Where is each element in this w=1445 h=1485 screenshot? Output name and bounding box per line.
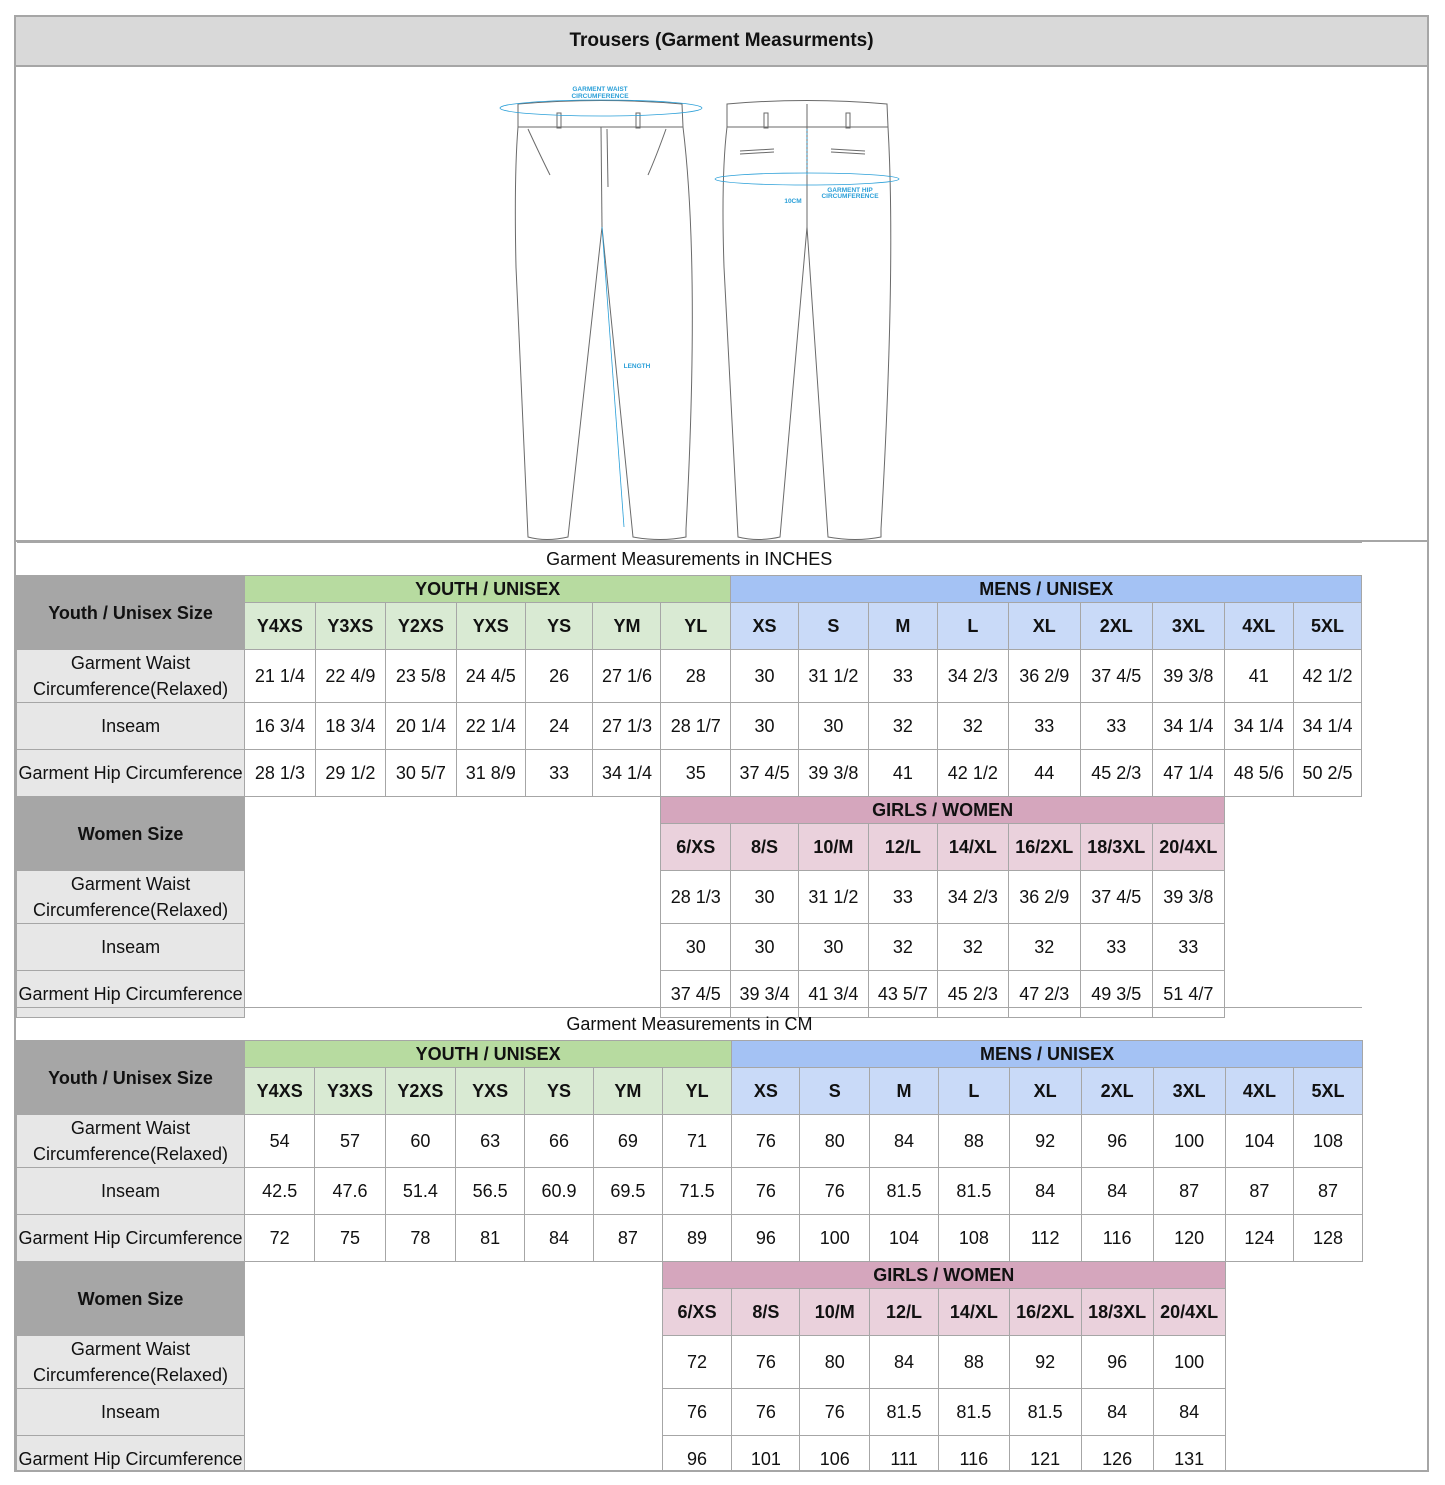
size-header-cell: YL: [661, 603, 731, 650]
row-label: Garment Waist Circumference(Relaxed): [17, 650, 245, 703]
value-cell: 34 2/3: [937, 871, 1008, 924]
value-cell: 60: [385, 1115, 455, 1168]
women-size-cell: 12/L: [868, 824, 937, 871]
women-size-cell: 6/XS: [662, 1289, 731, 1336]
value-cell: 42.5: [245, 1168, 315, 1215]
value-cell: 87: [1153, 1168, 1225, 1215]
size-header-cell: M: [870, 1068, 939, 1115]
value-cell: 33: [1080, 703, 1152, 750]
size-header-cell: Y4XS: [245, 1068, 315, 1115]
size-chart-sheet: [14, 15, 1429, 1472]
size-header-cell: YS: [525, 1068, 594, 1115]
women-size-cell: 20/4XL: [1153, 1289, 1225, 1336]
value-cell: 33: [1080, 924, 1152, 971]
row-label: Garment Waist Circumference(Relaxed): [17, 1115, 245, 1168]
value-cell: 34 2/3: [937, 650, 1008, 703]
value-cell: 31 1/2: [799, 871, 869, 924]
size-header-cell: 4XL: [1224, 603, 1293, 650]
value-cell: 42 1/2: [1293, 650, 1362, 703]
value-cell: 121: [1009, 1436, 1081, 1473]
value-cell: 81.5: [1009, 1389, 1081, 1436]
value-cell: 88: [939, 1115, 1010, 1168]
women-size-cell: 18/3XL: [1081, 1289, 1153, 1336]
section-title-inches: Garment Measurements in INCHES: [17, 543, 1362, 576]
value-cell: 131: [1153, 1436, 1225, 1473]
value-cell: 33: [868, 871, 937, 924]
value-cell: 76: [732, 1336, 800, 1389]
value-cell: 57: [315, 1115, 385, 1168]
women-size-header: Women Size: [17, 797, 245, 871]
value-cell: 100: [1153, 1336, 1225, 1389]
value-cell: 32: [937, 703, 1008, 750]
unisex-size-header: Youth / Unisex Size: [17, 1041, 245, 1115]
value-cell: 27 1/6: [593, 650, 661, 703]
value-cell: 84: [1153, 1389, 1225, 1436]
value-cell: 36 2/9: [1008, 650, 1080, 703]
women-size-cell: 6/XS: [661, 824, 731, 871]
value-cell: 30: [731, 650, 799, 703]
size-header-cell: YS: [525, 603, 593, 650]
size-header-cell: S: [799, 603, 869, 650]
value-cell: 116: [939, 1436, 1010, 1473]
value-cell: 47.6: [315, 1168, 385, 1215]
value-cell: 30: [799, 703, 869, 750]
table-row: [17, 1389, 1427, 1436]
value-cell: 71: [662, 1115, 731, 1168]
size-header-cell: 3XL: [1153, 1068, 1225, 1115]
value-cell: 33: [1152, 924, 1224, 971]
value-cell: 81: [456, 1215, 525, 1262]
value-cell: 89: [662, 1215, 731, 1262]
value-cell: 37 4/5: [661, 971, 731, 1018]
waist-label-line2: CIRCUMFERENCE: [571, 93, 629, 100]
value-cell: 84: [870, 1336, 939, 1389]
size-header-cell: L: [939, 1068, 1010, 1115]
value-cell: 41: [868, 750, 937, 797]
waist-label-line1: GARMENT WAIST: [572, 86, 628, 93]
value-cell: 28 1/7: [661, 703, 731, 750]
value-cell: 108: [1294, 1115, 1363, 1168]
value-cell: 37 4/5: [731, 750, 799, 797]
value-cell: 32: [1008, 924, 1080, 971]
value-cell: 80: [800, 1115, 870, 1168]
size-header-cell: XS: [732, 1068, 800, 1115]
value-cell: 128: [1294, 1215, 1363, 1262]
value-cell: 36 2/9: [1008, 871, 1080, 924]
hip-label-line2: CIRCUMFERENCE: [821, 193, 879, 200]
value-cell: 30 5/7: [386, 750, 456, 797]
value-cell: 33: [525, 750, 593, 797]
value-cell: 120: [1153, 1215, 1225, 1262]
value-cell: 47 1/4: [1152, 750, 1224, 797]
value-cell: 35: [661, 750, 731, 797]
youth-group-header: YOUTH / UNISEX: [245, 1041, 732, 1068]
blank-area: [1225, 1262, 1362, 1473]
value-cell: 106: [800, 1436, 870, 1473]
value-cell: 31 8/9: [456, 750, 525, 797]
value-cell: 28: [661, 650, 731, 703]
section-title-cm: Garment Measurements in CM: [17, 1008, 1363, 1041]
hip-label-line1: GARMENT HIP: [827, 187, 873, 194]
blank-area: [245, 1262, 663, 1473]
value-cell: 37 4/5: [1080, 871, 1152, 924]
value-cell: 39 3/8: [799, 750, 869, 797]
value-cell: 60.9: [525, 1168, 594, 1215]
size-header-cell: Y4XS: [245, 603, 315, 650]
value-cell: 76: [800, 1168, 870, 1215]
unisex-size-header: Youth / Unisex Size: [17, 576, 245, 650]
value-cell: 34 1/4: [593, 750, 661, 797]
row-label: Garment Hip Circumference: [17, 750, 245, 797]
value-cell: 76: [732, 1115, 800, 1168]
value-cell: 24: [525, 703, 593, 750]
blank-area: [1224, 797, 1362, 1018]
women-size-cell: 20/4XL: [1152, 824, 1224, 871]
women-size-cell: 10/M: [799, 824, 869, 871]
value-cell: 66: [525, 1115, 594, 1168]
table-row: [17, 1436, 1427, 1473]
mens-group-header: MENS / UNISEX: [731, 576, 1362, 603]
value-cell: 32: [937, 924, 1008, 971]
value-cell: 28 1/3: [661, 871, 731, 924]
value-cell: 22 4/9: [315, 650, 385, 703]
value-cell: 101: [732, 1436, 800, 1473]
hip-offset-label: 10CM: [784, 198, 802, 205]
value-cell: 45 2/3: [937, 971, 1008, 1018]
value-cell: 45 2/3: [1080, 750, 1152, 797]
size-header-cell: 2XL: [1080, 603, 1152, 650]
value-cell: 37 4/5: [1080, 650, 1152, 703]
table-row: [17, 1115, 1427, 1168]
value-cell: 30: [799, 924, 869, 971]
row-label: Inseam: [17, 1389, 245, 1436]
women-size-header: Women Size: [17, 1262, 245, 1336]
size-header-cell: M: [868, 603, 937, 650]
value-cell: 41 3/4: [799, 971, 869, 1018]
value-cell: 43 5/7: [868, 971, 937, 1018]
value-cell: 76: [662, 1389, 731, 1436]
size-header-cell: XS: [731, 603, 799, 650]
size-header-cell: 3XL: [1152, 603, 1224, 650]
value-cell: 44: [1008, 750, 1080, 797]
value-cell: 100: [1153, 1115, 1225, 1168]
size-header-cell: S: [800, 1068, 870, 1115]
row-label: Inseam: [17, 703, 245, 750]
value-cell: 49 3/5: [1080, 971, 1152, 1018]
table-row: [17, 924, 1427, 971]
value-cell: 84: [870, 1115, 939, 1168]
value-cell: 34 1/4: [1152, 703, 1224, 750]
value-cell: 21 1/4: [245, 650, 315, 703]
size-header-cell: L: [937, 603, 1008, 650]
value-cell: 104: [1225, 1115, 1294, 1168]
value-cell: 81.5: [870, 1168, 939, 1215]
value-cell: 84: [1009, 1168, 1081, 1215]
value-cell: 92: [1009, 1115, 1081, 1168]
value-cell: 41: [1224, 650, 1293, 703]
value-cell: 39 3/4: [731, 971, 799, 1018]
value-cell: 33: [868, 650, 937, 703]
size-header-cell: Y3XS: [315, 603, 385, 650]
value-cell: 34 1/4: [1224, 703, 1293, 750]
value-cell: 75: [315, 1215, 385, 1262]
size-header-cell: YXS: [456, 603, 525, 650]
table-row: [17, 1215, 1427, 1262]
value-cell: 81.5: [939, 1389, 1010, 1436]
value-cell: 30: [731, 924, 799, 971]
value-cell: 30: [661, 924, 731, 971]
value-cell: 92: [1009, 1336, 1081, 1389]
value-cell: 96: [662, 1436, 731, 1473]
value-cell: 63: [456, 1115, 525, 1168]
value-cell: 81.5: [939, 1168, 1010, 1215]
row-label: Inseam: [17, 924, 245, 971]
value-cell: 76: [800, 1389, 870, 1436]
youth-group-header: YOUTH / UNISEX: [245, 576, 731, 603]
row-label: Garment Hip Circumference: [17, 1436, 245, 1473]
value-cell: 39 3/8: [1152, 871, 1224, 924]
value-cell: 34 1/4: [1293, 703, 1362, 750]
value-cell: 30: [731, 703, 799, 750]
length-label: LENGTH: [623, 363, 651, 370]
size-header-cell: YXS: [456, 1068, 525, 1115]
value-cell: 87: [1225, 1168, 1294, 1215]
value-cell: 72: [245, 1215, 315, 1262]
size-header-cell: Y2XS: [386, 603, 456, 650]
value-cell: 87: [593, 1215, 662, 1262]
row-label: Garment Hip Circumference: [17, 971, 245, 1018]
women-size-cell: 8/S: [732, 1289, 800, 1336]
table-row: [17, 1168, 1427, 1215]
row-label: Garment Hip Circumference: [17, 1215, 245, 1262]
women-size-cell: 16/2XL: [1009, 1289, 1081, 1336]
size-header-cell: Y3XS: [315, 1068, 385, 1115]
value-cell: 100: [800, 1215, 870, 1262]
size-header-cell: 2XL: [1081, 1068, 1153, 1115]
row-label: Garment Waist Circumference(Relaxed): [17, 871, 245, 924]
row-label: Garment Waist Circumference(Relaxed): [17, 1336, 245, 1389]
value-cell: 96: [1081, 1115, 1153, 1168]
size-header-cell: XL: [1009, 1068, 1081, 1115]
women-size-cell: 14/XL: [937, 824, 1008, 871]
value-cell: 47 2/3: [1008, 971, 1080, 1018]
women-size-cell: 10/M: [800, 1289, 870, 1336]
size-header-cell: YL: [662, 1068, 731, 1115]
value-cell: 76: [732, 1168, 800, 1215]
women-size-cell: 12/L: [870, 1289, 939, 1336]
blank-area: [245, 797, 661, 1018]
women-size-cell: 8/S: [731, 824, 799, 871]
table-row: [17, 650, 1427, 703]
value-cell: 30: [731, 871, 799, 924]
size-header-cell: YM: [593, 603, 661, 650]
women-group-header: GIRLS / WOMEN: [662, 1262, 1225, 1289]
value-cell: 72: [662, 1336, 731, 1389]
trousers-front-view: [515, 101, 692, 540]
table-row: [17, 750, 1427, 797]
value-cell: 112: [1009, 1215, 1081, 1262]
value-cell: 78: [385, 1215, 455, 1262]
value-cell: 22 1/4: [456, 703, 525, 750]
table-row: [17, 871, 1427, 924]
value-cell: 56.5: [456, 1168, 525, 1215]
size-header-cell: 5XL: [1294, 1068, 1363, 1115]
value-cell: 42 1/2: [937, 750, 1008, 797]
table-row: [17, 703, 1427, 750]
value-cell: 51.4: [385, 1168, 455, 1215]
value-cell: 69: [593, 1115, 662, 1168]
value-cell: 18 3/4: [315, 703, 385, 750]
value-cell: 39 3/8: [1152, 650, 1224, 703]
value-cell: 51 4/7: [1152, 971, 1224, 1018]
women-size-cell: 16/2XL: [1008, 824, 1080, 871]
size-header-cell: Y2XS: [385, 1068, 455, 1115]
value-cell: 84: [1081, 1389, 1153, 1436]
value-cell: 87: [1294, 1168, 1363, 1215]
size-header-cell: XL: [1008, 603, 1080, 650]
cm-table: [16, 1007, 1427, 1472]
value-cell: 50 2/5: [1293, 750, 1362, 797]
value-cell: 116: [1081, 1215, 1153, 1262]
mens-group-header: MENS / UNISEX: [732, 1041, 1363, 1068]
size-header-cell: 5XL: [1293, 603, 1362, 650]
value-cell: 104: [870, 1215, 939, 1262]
value-cell: 71.5: [662, 1168, 731, 1215]
value-cell: 48 5/6: [1224, 750, 1293, 797]
women-size-cell: 18/3XL: [1080, 824, 1152, 871]
value-cell: 31 1/2: [799, 650, 869, 703]
inches-table: [16, 542, 1427, 1018]
value-cell: 27 1/3: [593, 703, 661, 750]
value-cell: 124: [1225, 1215, 1294, 1262]
value-cell: 23 5/8: [386, 650, 456, 703]
table-row: [17, 1336, 1427, 1389]
value-cell: 54: [245, 1115, 315, 1168]
size-header-cell: YM: [593, 1068, 662, 1115]
women-size-cell: 14/XL: [939, 1289, 1010, 1336]
value-cell: 96: [1081, 1336, 1153, 1389]
value-cell: 24 4/5: [456, 650, 525, 703]
value-cell: 81.5: [870, 1389, 939, 1436]
value-cell: 108: [939, 1215, 1010, 1262]
value-cell: 76: [732, 1389, 800, 1436]
page-title: Trousers (Garment Measurments): [16, 17, 1427, 67]
value-cell: 80: [800, 1336, 870, 1389]
value-cell: 26: [525, 650, 593, 703]
value-cell: 32: [868, 924, 937, 971]
value-cell: 84: [525, 1215, 594, 1262]
value-cell: 20 1/4: [386, 703, 456, 750]
size-header-cell: 4XL: [1225, 1068, 1294, 1115]
value-cell: 28 1/3: [245, 750, 315, 797]
value-cell: 16 3/4: [245, 703, 315, 750]
value-cell: 96: [732, 1215, 800, 1262]
value-cell: 84: [1081, 1168, 1153, 1215]
value-cell: 32: [868, 703, 937, 750]
value-cell: 126: [1081, 1436, 1153, 1473]
trousers-diagram-svg: [16, 67, 1427, 542]
row-label: Inseam: [17, 1168, 245, 1215]
trousers-technical-drawing: [16, 67, 1427, 542]
value-cell: 69.5: [593, 1168, 662, 1215]
women-group-header: GIRLS / WOMEN: [661, 797, 1224, 824]
value-cell: 88: [939, 1336, 1010, 1389]
value-cell: 111: [870, 1436, 939, 1473]
value-cell: 33: [1008, 703, 1080, 750]
value-cell: 29 1/2: [315, 750, 385, 797]
